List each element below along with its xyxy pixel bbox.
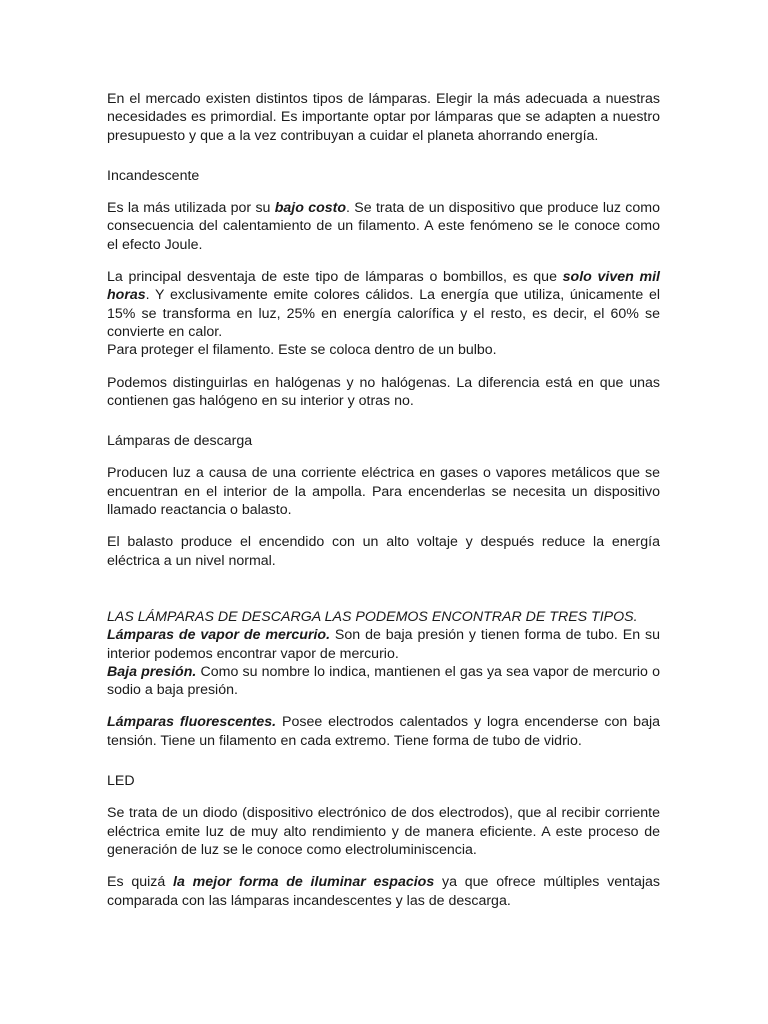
text: . Y exclusivamente emite colores cálidos. La energía que utiliza, únicamente el 15% se transforma en luz, 25% en energía calorífica y el resto, es decir, el 60% se convierte en calor. <box>107 287 660 340</box>
incandescente-paragraph-2 <box>107 268 660 341</box>
led-paragraph-1: Se trata de un diodo (dispositivo electrónico de dos electrodos), que al recibir corriente eléctrica emite luz de muy alto rendimiento y de manera eficiente. A este proceso de generación de luz se le conoce como electroluminiscencia. <box>107 805 660 858</box>
emphasis-mejor-forma: la mejor forma de iluminar espacios <box>173 874 435 891</box>
heading-incandescente: Incandescente <box>107 167 200 184</box>
heading-led: LED <box>107 773 135 790</box>
emphasis-fluorescentes: Lámparas fluorescentes. <box>107 714 277 731</box>
descarga-paragraph-1: Producen luz a causa de una corriente eléctrica en gases o vapores metálicos que se encuentran en el interior de la ampolla. Para encenderlas se necesita un dispositivo llamado reactancia o balasto. <box>107 465 660 519</box>
incandescente-paragraph-1 <box>107 199 660 254</box>
emphasis-bajo-costo: bajo costo <box>274 200 347 217</box>
text: Posee electrodos calentados y logra encenderse con baja tensión. Tiene un filamento en cada extremo. Tiene forma de tubo de vidrio. <box>107 714 661 749</box>
tipos-caps-line: LAS LÁMPARAS DE DESCARGA LAS PODEMOS ENCONTRAR DE TRES TIPOS. <box>107 608 638 625</box>
text: La principal desventaja de este tipo de lámparas o bombillos, es que <box>107 269 563 286</box>
descarga-paragraph-2: El balasto produce el encendido con un alto voltaje y después reduce la energía eléctrica a un nivel normal. <box>107 534 660 569</box>
text: Es la más utilizada por su <box>107 200 275 217</box>
incandescente-filamento-line: Para proteger el filamento. Este se coloca dentro de un bulbo. <box>107 342 497 359</box>
emphasis-baja-presion: Baja presión. <box>107 663 197 680</box>
text: Es quizá <box>107 874 174 891</box>
led-paragraph-2 <box>107 873 660 910</box>
emphasis-mil-horas: solo viven mil horas <box>107 269 660 304</box>
tipo-baja-presion <box>107 663 660 700</box>
tipo-mercurio <box>107 626 660 663</box>
document-page <box>107 90 660 910</box>
text: . Se trata de un dispositivo que produce luz como consecuencia del calentamiento de un filamento. A este fenómeno se le conoce como el efecto Joule. <box>107 200 660 253</box>
text: Son de baja presión y tienen forma de tubo. En su interior podemos encontrar vapor de mercurio. <box>107 627 660 662</box>
emphasis-mercurio: Lámparas de vapor de mercurio. <box>107 627 331 644</box>
intro-paragraph: En el mercado existen distintos tipos de lámparas. Elegir la más adecuada a nuestras necesidades es primordial. Es importante optar por lámparas que se adapten a nuestro presupuesto y que a la vez contribuyan a cuidar el planeta ahorrando energía. <box>107 91 660 144</box>
text: ya que ofrece múltiples ventajas comparada con las lámparas incandescentes y las de descarga. <box>107 874 661 909</box>
heading-descarga: Lámparas de descarga <box>107 433 253 450</box>
text: Como su nombre lo indica, mantienen el gas ya sea vapor de mercurio o sodio a baja presión. <box>107 663 660 699</box>
tipo-fluorescentes <box>107 713 660 750</box>
incandescente-paragraph-3: Podemos distinguirlas en halógenas y no halógenas. La diferencia está en que unas contienen gas halógeno en su interior y otras no. <box>107 374 660 409</box>
